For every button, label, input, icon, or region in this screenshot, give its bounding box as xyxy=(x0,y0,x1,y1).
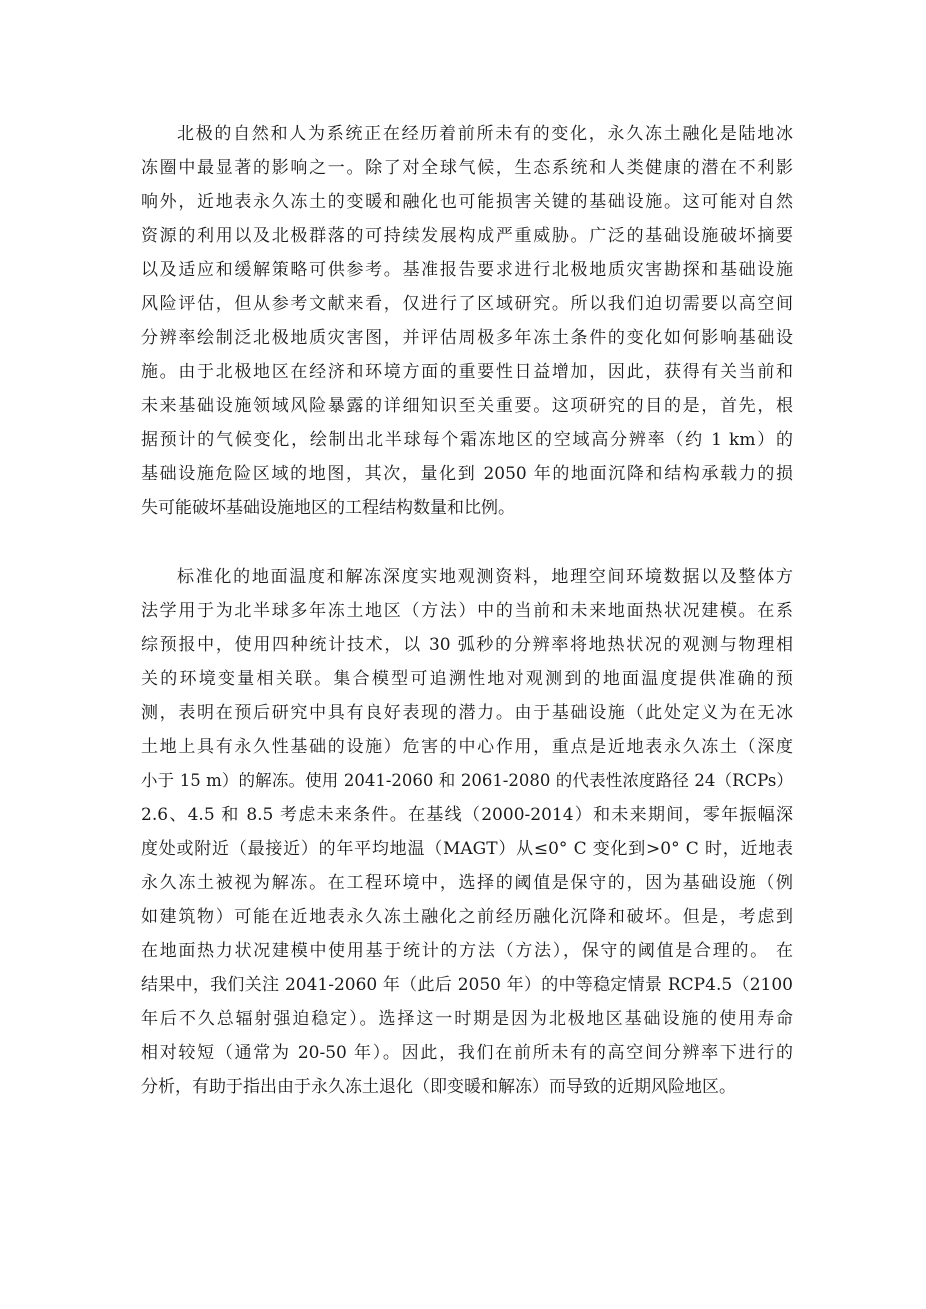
text-line: 响外，近地表永久冻土的变暖和融化也可能损害关键的基础设施。这可能对自然 xyxy=(141,192,793,212)
text-line: 2.6、4.5 和 8.5 考虑未来条件。在基线（2000-2014）和未来期间，零年振幅深 xyxy=(141,805,793,825)
paragraph-2 xyxy=(141,560,793,1104)
text-line: 永久冻土被视为解冻。在工程环境中，选择的阈值是保守的，因为基础设施（例 xyxy=(141,873,793,893)
text-line: 资源的利用以及北极群落的可持续发展构成严重威胁。广泛的基础设施破坏摘要 xyxy=(141,226,793,246)
text-line: 北极的自然和人为系统正在经历着前所未有的变化，永久冻土融化是陆地冰 xyxy=(177,124,793,144)
text-line: 失可能破坏基础设施地区的工程结构数量和比例。 xyxy=(141,498,515,518)
text-line: 据预计的气候变化，绘制出北半球每个霜冻地区的空域高分辨率（约 1 km）的 xyxy=(141,430,793,450)
text-line: 法学用于为北半球多年冻土地区（方法）中的当前和未来地面热状况建模。在系 xyxy=(141,601,793,621)
text-line: 综预报中，使用四种统计技术，以 30 弧秒的分辨率将地热状况的观测与物理相 xyxy=(141,635,793,655)
text-line: 基础设施危险区域的地图，其次，量化到 2050 年的地面沉降和结构承载力的损 xyxy=(141,464,793,484)
text-line: 标准化的地面温度和解冻深度实地观测资料，地理空间环境数据以及整体方 xyxy=(177,567,793,587)
text-line: 土地上具有永久性基础的设施）危害的中心作用，重点是近地表永久冻土（深度 xyxy=(141,737,793,757)
text-line: 未来基础设施领域风险暴露的详细知识至关重要。这项研究的目的是，首先，根 xyxy=(141,396,793,416)
text-line: 分辨率绘制泛北极地质灾害图，并评估周极多年冻土条件的变化如何影响基础设 xyxy=(141,328,793,348)
text-line: 冻圈中最显著的影响之一。除了对全球气候，生态系统和人类健康的潜在不利影 xyxy=(141,158,793,178)
text-line: 在地面热力状况建模中使用基于统计的方法（方法），保守的阈值是合理的。 在 xyxy=(141,941,793,961)
text-line: 如建筑物）可能在近地表永久冻土融化之前经历融化沉降和破坏。但是，考虑到 xyxy=(141,907,793,927)
text-line: 施。由于北极地区在经济和环境方面的重要性日益增加，因此，获得有关当前和 xyxy=(141,362,793,382)
text-line: 结果中，我们关注 2041-2060 年（此后 2050 年）的中等稳定情景 RCP4.5（2100 xyxy=(141,975,793,995)
text-line: 小于 15 m）的解冻。使用 2041-2060 和 2061-2080 的代表性浓度路径 24（RCPs） xyxy=(141,771,793,790)
text-line: 度处或附近（最接近）的年平均地温（MAGT）从≤0° C 变化到>0° C 时，近地表 xyxy=(141,839,793,859)
text-line: 测，表明在预后研究中具有良好表现的潜力。由于基础设施（此处定义为在无冰 xyxy=(141,703,793,723)
text-line: 相对较短（通常为 20-50 年）。因此，我们在前所未有的高空间分辨率下进行的 xyxy=(141,1043,793,1063)
text-line: 关的环境变量相关联。集合模型可追溯性地对观测到的地面温度提供准确的预 xyxy=(141,669,793,689)
paragraph-1 xyxy=(141,117,793,525)
text-line: 分析，有助于指出由于永久冻土退化（即变暖和解冻）而导致的近期风险地区。 xyxy=(141,1077,736,1097)
text-line: 年后不久总辐射强迫稳定）。选择这一时期是因为北极地区基础设施的使用寿命 xyxy=(141,1009,793,1029)
text-line: 风险评估，但从参考文献来看，仅进行了区域研究。所以我们迫切需要以高空间 xyxy=(141,294,793,314)
text-line: 以及适应和缓解策略可供参考。基准报告要求进行北极地质灾害勘探和基础设施 xyxy=(141,260,793,280)
